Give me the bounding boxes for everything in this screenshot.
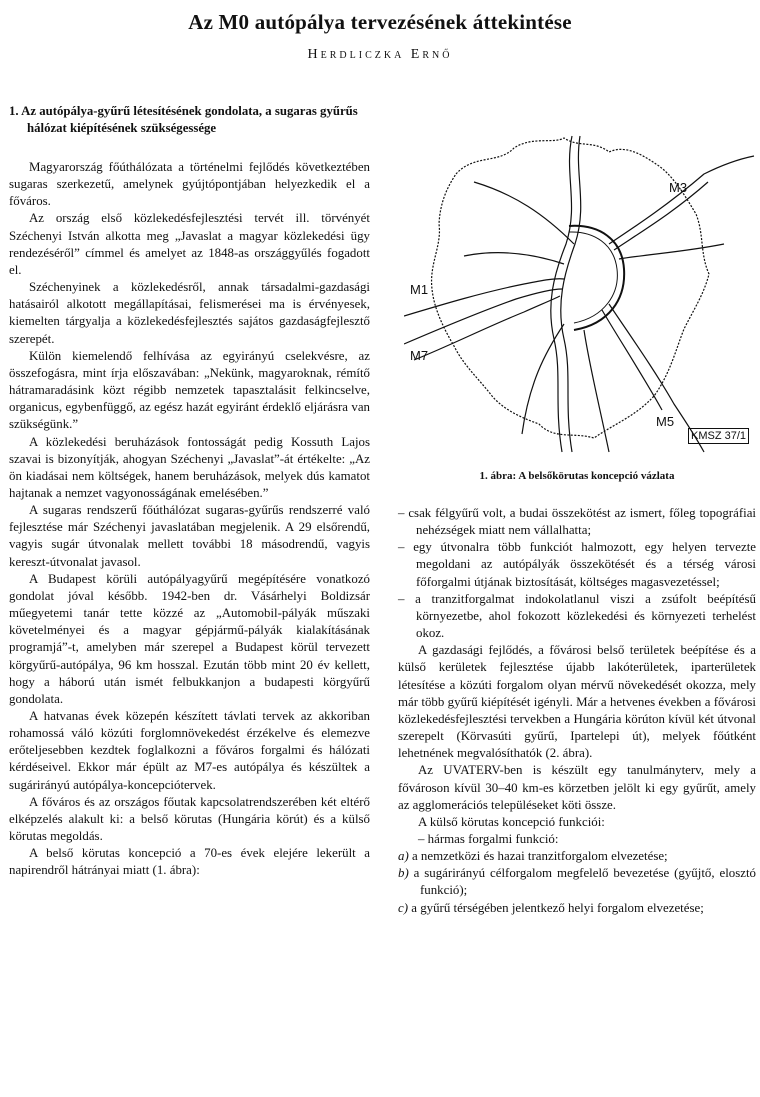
paragraph: Az ország első közlekedésfejlesztési tervét ill. törvényét Széchenyi István alkotta meg „Javaslat a magyar közlekedési ügy rendezéséről” címmel és amelyet az 1848-as országgyűlés fogadott el.	[9, 211, 370, 277]
radial-road	[474, 182, 574, 244]
function-item: a) a nemzetközi és hazai tranzitforgalom elvezetése;	[398, 849, 668, 864]
function-item: c) a gyűrű térségében jelentkező helyi forgalom elvezetése;	[398, 900, 704, 915]
inner-ring	[569, 232, 617, 323]
paragraph: A külső körutas koncepció funkciói:	[418, 814, 605, 829]
dash-item: – egy útvonalra több funkciót halmozott, egy helyen tervezte megoldani az autópályák összekötését és a térség városi főforgalmi útjának biztosítását, költséges magasvezetéssel;	[398, 540, 757, 589]
radial-road	[584, 330, 609, 452]
m7-road	[414, 296, 560, 360]
figure-map	[404, 134, 758, 454]
budapest-road-sketch	[404, 134, 758, 454]
label-m1: M1	[410, 282, 429, 297]
paragraph: A hatvanas évek közepén készített távlati tervek az akkoriban rohamossá váló közúti forglomnövekedést érzékelve és elemezve erőteljesebben kezdtek foglalkozni a főváros forgalmi és hálózati kérdéseivel. Ekkor már épült az M7-es autópálya és készültek a sugárirányú autópálya-koncepciótervek.	[9, 709, 370, 792]
left-column	[9, 103, 370, 880]
paragraph: A Budapest körüli autópályagyűrű megépítésére vonatkozó gondolat jóval később. 1942-ben dr. Vásárhelyi Boldizsár műegyetemi tanár tette közzé az „Automobil-pályák műszaki követelményei és a magyar gépjármű-pályák kialakításának programjá”-t, amelyben már szerepel a Budapest körül tervezett körgyűrű-autópálya, 96 km hosszal. Ezután több mint 20 év kellett, hogy a háború után ismét felbukkanjon a budapesti körgyűrű gondolata.	[9, 571, 370, 706]
paragraph: Külön kiemelendő felhívása az egyirányú cselekvésre, az összefogásra, mint írja előszavában: „Nekünk, magyaroknak, rémítő hátramaradásink közt régibb nemzetek tapasztalásit felkincselve, organicus, egybenfüggő, az egész hazát egyiránt érdeklő eljárásra van szükségünk.”	[9, 348, 370, 432]
paragraph: Magyarország főúthálózata a történelmi fejlődés következtében sugaras szerkezetű, amelynek gyújtópontjában helyezkedik el a főváros.	[9, 160, 370, 209]
radial-road	[464, 253, 564, 264]
article-author: Herdliczka Ernő	[307, 47, 453, 62]
paragraph: Az UVATERV-ben is készült egy tanulmányterv, mely a fővároson kívül 30–40 km-es körzetben jelölt ki egy gyűrűt, amely az agglomerációs településeket köti össze.	[398, 763, 756, 812]
figure-caption: 1. ábra: A belsőkörutas koncepció vázlata	[479, 470, 675, 482]
m7-road	[404, 289, 562, 344]
paragraph: A gazdasági fejlődés, a fővárosi belső területek beépítése és a külső kerületek fejlesztése újabb lakóterületek, iparterületek létesítése a közúti forgalom olyan mérvű növekedését okozza, mely már több gyűrű kiépítését igényli. Már a hetvenes években a fővárosi közlekedésfejlesztési tervekben a Hungária körúton kívül két útvonal szerepelt (Körvasúti gyűrű, Ipartelepi út), melyek főútként lehetnének megvalósíthatók (2. ábra).	[398, 643, 756, 761]
right-column	[398, 505, 756, 917]
paragraph: A közlekedési beruházások fontosságát pedig Kossuth Lajos szavai is bizonyítják, ahogyan Széchenyi „Javaslat”-át értékelte: „Az ön kiadásai nem költségek, hanem beruházások, melyek dús kamatot hajtanak a nemzet vagyonosságának emelésében.”	[9, 434, 370, 500]
paragraph: Széchenyinek a közlekedésről, annak társadalmi-gazdasági hatásairól alkotott megállapításai, felismerései ma is érvényesek, kiemelten tárgyalja a közlekedésfejlesztés sajátos gazdaságfejlesztő szerepét.	[9, 280, 370, 346]
m3-road	[614, 182, 708, 250]
paragraph: A sugaras rendszerű főúthálózat sugaras-gyűrűs rendszerré való fejlesztése már Széchenyi javaslatában megjelenik. A 29 elsőrendű, vagyis sugár útvonalak mellett további 18 másodrendű, vagyis kereszt-útvonalat javasol.	[9, 503, 370, 569]
paragraph: A főváros és az országos főutak kapcsolatrendszerében két eltérő elképzelés alakult ki: a belső körutas (Hungária körút) és a külső körutas megoldás.	[9, 794, 370, 844]
label-m3: M3	[669, 180, 688, 195]
figure-stamp: KMSZ 37/1	[688, 428, 749, 444]
functions-heading: – hármas forgalmi funkció:	[418, 831, 559, 846]
label-m7: M7	[410, 348, 429, 363]
dash-item: – csak félgyűrű volt, a budai összekötést az ismert, főleg topográfiai nehézségek miatt nem vállalhatta;	[398, 506, 757, 538]
dash-item: – a tranzitforgalmat indokolatlanul viszi a zsúfolt beépítésű környezetbe, ahol fokozott közlekedési és környezeti terhelést okoz.	[398, 591, 756, 641]
m5-road	[602, 310, 662, 410]
m3-road	[609, 156, 754, 244]
label-m5: M5	[656, 414, 675, 429]
article-title: Az M0 autópálya tervezésének áttekintése	[188, 10, 572, 34]
section-heading: 1. Az autópálya-gyűrű létesítésének gondolata, a sugaras gyűrűs hálózat kiépítésének szükségessége	[9, 104, 358, 135]
radial-road	[619, 244, 724, 259]
paragraph: A belső körutas koncepció a 70-es évek elejére lekerült a napirendről hátrányai miatt (1. ábra):	[9, 846, 370, 878]
function-item: b) a sugárirányú célforgalom megfelelő bevezetése (gyűjtő, elosztó funkció);	[398, 866, 756, 898]
